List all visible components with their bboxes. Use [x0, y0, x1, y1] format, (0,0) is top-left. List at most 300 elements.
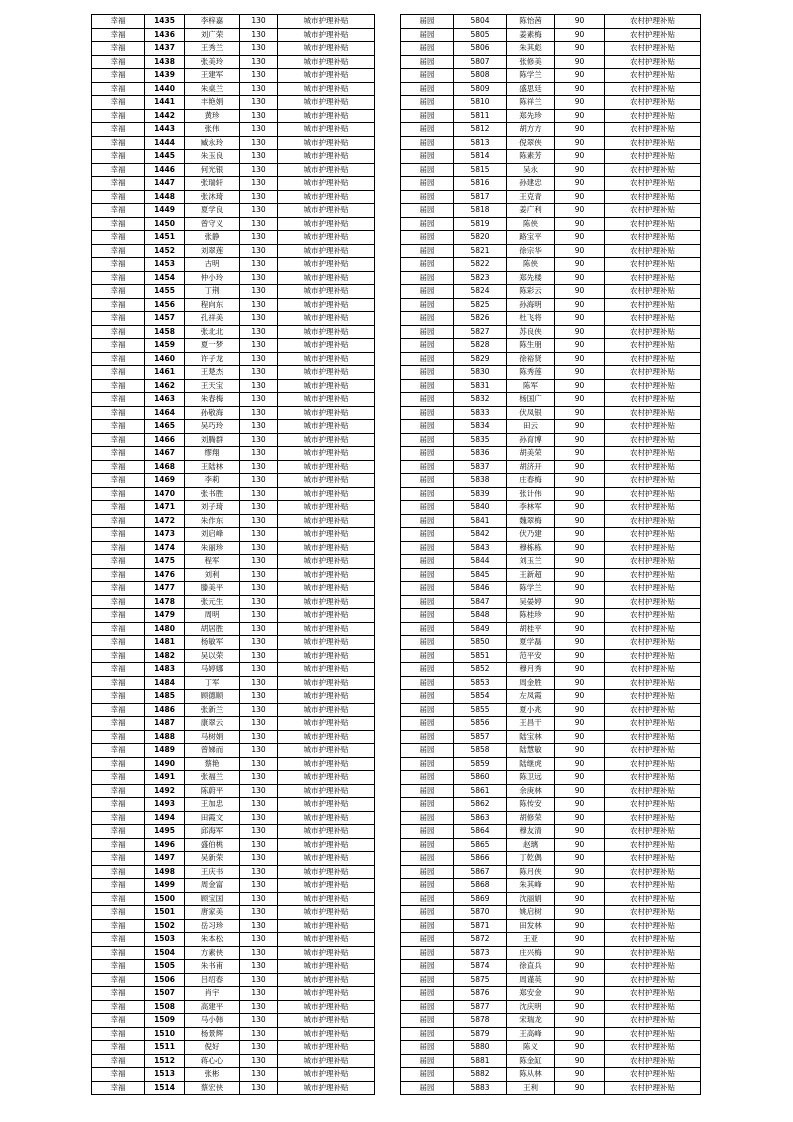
- community-cell: 届园: [401, 420, 454, 434]
- subsidy-type-cell: 农村护理补贴: [605, 352, 701, 366]
- amount-cell: 130: [240, 55, 278, 69]
- name-cell: 刘子琦: [185, 501, 240, 515]
- community-cell: 幸福: [92, 865, 145, 879]
- community-cell: 幸福: [92, 271, 145, 285]
- subsidy-type-cell: 农村护理补贴: [605, 811, 701, 825]
- serial-number-cell: 5840: [454, 501, 507, 515]
- community-cell: 幸福: [92, 703, 145, 717]
- name-cell: 程向东: [185, 298, 240, 312]
- subsidy-type-cell: 农村护理补贴: [605, 15, 701, 29]
- name-cell: 缪翔: [185, 447, 240, 461]
- table-row: [401, 879, 701, 893]
- community-cell: 届园: [401, 960, 454, 974]
- serial-number-cell: 5822: [454, 258, 507, 272]
- table-row: [92, 541, 375, 555]
- name-cell: 张福兰: [185, 771, 240, 785]
- table-row: [92, 933, 375, 947]
- table-row: [92, 406, 375, 420]
- amount-cell: 130: [240, 163, 278, 177]
- serial-number-cell: 1466: [145, 433, 185, 447]
- amount-cell: 90: [555, 42, 605, 56]
- community-cell: 幸福: [92, 879, 145, 893]
- serial-number-cell: 1447: [145, 177, 185, 191]
- serial-number-cell: 5849: [454, 622, 507, 636]
- table-row: [92, 433, 375, 447]
- amount-cell: 130: [240, 717, 278, 731]
- serial-number-cell: 1514: [145, 1081, 185, 1095]
- community-cell: 幸福: [92, 933, 145, 947]
- table-row: [92, 622, 375, 636]
- subsidy-type-cell: 城市护理补贴: [278, 771, 375, 785]
- community-cell: 届园: [401, 298, 454, 312]
- community-cell: 届园: [401, 784, 454, 798]
- serial-number-cell: 5847: [454, 595, 507, 609]
- table-row: [92, 798, 375, 812]
- community-cell: 届园: [401, 69, 454, 83]
- serial-number-cell: 5861: [454, 784, 507, 798]
- serial-number-cell: 5830: [454, 366, 507, 380]
- amount-cell: 90: [555, 55, 605, 69]
- serial-number-cell: 5870: [454, 906, 507, 920]
- amount-cell: 130: [240, 1068, 278, 1082]
- table-row: [401, 987, 701, 1001]
- community-cell: 幸福: [92, 15, 145, 29]
- table-row: [92, 703, 375, 717]
- table-row: [92, 568, 375, 582]
- community-cell: 届园: [401, 933, 454, 947]
- serial-number-cell: 1448: [145, 190, 185, 204]
- table-row: [92, 514, 375, 528]
- serial-number-cell: 1492: [145, 784, 185, 798]
- name-cell: 王昌干: [507, 717, 555, 731]
- community-cell: 届园: [401, 1014, 454, 1028]
- table-row: [401, 676, 701, 690]
- name-cell: 朱玉良: [185, 150, 240, 164]
- subsidy-type-cell: 城市护理补贴: [278, 501, 375, 515]
- serial-number-cell: 1506: [145, 973, 185, 987]
- serial-number-cell: 5806: [454, 42, 507, 56]
- community-cell: 幸福: [92, 69, 145, 83]
- amount-cell: 130: [240, 555, 278, 569]
- subsidy-type-cell: 城市护理补贴: [278, 879, 375, 893]
- serial-number-cell: 5866: [454, 852, 507, 866]
- table-row: [401, 1000, 701, 1014]
- subsidy-type-cell: 城市护理补贴: [278, 285, 375, 299]
- serial-number-cell: 1452: [145, 244, 185, 258]
- table-row: [92, 420, 375, 434]
- community-cell: 届园: [401, 595, 454, 609]
- subsidy-type-cell: 城市护理补贴: [278, 474, 375, 488]
- serial-number-cell: 5880: [454, 1041, 507, 1055]
- name-cell: 陈彩云: [507, 285, 555, 299]
- subsidy-type-cell: 农村护理补贴: [605, 1027, 701, 1041]
- amount-cell: 90: [555, 150, 605, 164]
- name-cell: 臧永玲: [185, 136, 240, 150]
- serial-number-cell: 1507: [145, 987, 185, 1001]
- subsidy-type-cell: 农村护理补贴: [605, 771, 701, 785]
- name-cell: 刘腾群: [185, 433, 240, 447]
- serial-number-cell: 1490: [145, 757, 185, 771]
- amount-cell: 130: [240, 339, 278, 353]
- community-cell: 届园: [401, 15, 454, 29]
- community-cell: 幸福: [92, 514, 145, 528]
- community-cell: 幸福: [92, 393, 145, 407]
- amount-cell: 130: [240, 987, 278, 1001]
- amount-cell: 90: [555, 784, 605, 798]
- community-cell: 幸福: [92, 325, 145, 339]
- amount-cell: 130: [240, 379, 278, 393]
- subsidy-type-cell: 城市护理补贴: [278, 123, 375, 137]
- name-cell: 李林军: [507, 501, 555, 515]
- name-cell: 范平安: [507, 649, 555, 663]
- community-cell: 届园: [401, 460, 454, 474]
- table-row: [401, 42, 701, 56]
- table-row: [401, 136, 701, 150]
- name-cell: 蔡宏侠: [185, 1081, 240, 1095]
- serial-number-cell: 5835: [454, 433, 507, 447]
- serial-number-cell: 5868: [454, 879, 507, 893]
- community-cell: 幸福: [92, 1014, 145, 1028]
- amount-cell: 90: [555, 568, 605, 582]
- amount-cell: 130: [240, 258, 278, 272]
- community-cell: 届园: [401, 919, 454, 933]
- name-cell: 陈学兰: [507, 69, 555, 83]
- subsidy-type-cell: 农村护理补贴: [605, 973, 701, 987]
- name-cell: 吴晏婷: [507, 595, 555, 609]
- amount-cell: 130: [240, 730, 278, 744]
- subsidy-type-cell: 农村护理补贴: [605, 28, 701, 42]
- serial-number-cell: 1454: [145, 271, 185, 285]
- community-cell: 幸福: [92, 447, 145, 461]
- table-row: [92, 663, 375, 677]
- table-row: [401, 541, 701, 555]
- community-cell: 幸福: [92, 352, 145, 366]
- name-cell: 陈月侠: [507, 865, 555, 879]
- name-cell: 孙育博: [507, 433, 555, 447]
- name-cell: 张修美: [507, 55, 555, 69]
- subsidy-type-cell: 农村护理补贴: [605, 744, 701, 758]
- name-cell: 王秀兰: [185, 42, 240, 56]
- amount-cell: 90: [555, 244, 605, 258]
- serial-number-cell: 1443: [145, 123, 185, 137]
- table-row: [92, 217, 375, 231]
- table-row: [92, 474, 375, 488]
- community-cell: 幸福: [92, 136, 145, 150]
- amount-cell: 130: [240, 231, 278, 245]
- amount-cell: 130: [240, 1041, 278, 1055]
- community-cell: 幸福: [92, 487, 145, 501]
- table-row: [92, 906, 375, 920]
- serial-number-cell: 5842: [454, 528, 507, 542]
- table-row: [401, 919, 701, 933]
- community-cell: 幸福: [92, 28, 145, 42]
- serial-number-cell: 5812: [454, 123, 507, 137]
- subsidy-type-cell: 农村护理补贴: [605, 366, 701, 380]
- amount-cell: 130: [240, 150, 278, 164]
- community-cell: 届园: [401, 825, 454, 839]
- community-cell: 届园: [401, 325, 454, 339]
- name-cell: 胡桂平: [507, 622, 555, 636]
- subsidy-type-cell: 农村护理补贴: [605, 420, 701, 434]
- serial-number-cell: 1461: [145, 366, 185, 380]
- community-cell: 届园: [401, 433, 454, 447]
- serial-number-cell: 1467: [145, 447, 185, 461]
- name-cell: 康翠云: [185, 717, 240, 731]
- serial-number-cell: 1472: [145, 514, 185, 528]
- community-cell: 幸福: [92, 744, 145, 758]
- amount-cell: 90: [555, 879, 605, 893]
- subsidy-type-cell: 城市护理补贴: [278, 136, 375, 150]
- community-cell: 幸福: [92, 244, 145, 258]
- table-row: [401, 852, 701, 866]
- serial-number-cell: 5825: [454, 298, 507, 312]
- amount-cell: 90: [555, 1068, 605, 1082]
- serial-number-cell: 1479: [145, 609, 185, 623]
- name-cell: 张北北: [185, 325, 240, 339]
- name-cell: 刘启峰: [185, 528, 240, 542]
- name-cell: 陈桂珍: [507, 609, 555, 623]
- subsidy-type-cell: 农村护理补贴: [605, 487, 701, 501]
- community-cell: 届园: [401, 568, 454, 582]
- table-row: [401, 514, 701, 528]
- amount-cell: 90: [555, 366, 605, 380]
- subsidy-type-cell: 农村护理补贴: [605, 582, 701, 596]
- community-cell: 幸福: [92, 609, 145, 623]
- name-cell: 高建平: [185, 1000, 240, 1014]
- serial-number-cell: 1498: [145, 865, 185, 879]
- serial-number-cell: 5819: [454, 217, 507, 231]
- name-cell: 穆月秀: [507, 663, 555, 677]
- serial-number-cell: 5826: [454, 312, 507, 326]
- amount-cell: 130: [240, 892, 278, 906]
- name-cell: 陈秀莲: [507, 366, 555, 380]
- amount-cell: 130: [240, 366, 278, 380]
- serial-number-cell: 1485: [145, 690, 185, 704]
- name-cell: 周金富: [185, 879, 240, 893]
- name-cell: 郑安金: [507, 987, 555, 1001]
- serial-number-cell: 5874: [454, 960, 507, 974]
- name-cell: 王亚: [507, 933, 555, 947]
- community-cell: 届园: [401, 852, 454, 866]
- table-row: [401, 298, 701, 312]
- table-row: [92, 649, 375, 663]
- community-cell: 届园: [401, 258, 454, 272]
- amount-cell: 90: [555, 771, 605, 785]
- name-cell: 顾德顺: [185, 690, 240, 704]
- table-row: [401, 757, 701, 771]
- community-cell: 届园: [401, 231, 454, 245]
- serial-number-cell: 1439: [145, 69, 185, 83]
- community-cell: 幸福: [92, 1027, 145, 1041]
- table-row: [401, 1081, 701, 1095]
- table-row: [401, 285, 701, 299]
- amount-cell: 90: [555, 393, 605, 407]
- name-cell: 陈学兰: [507, 582, 555, 596]
- serial-number-cell: 5864: [454, 825, 507, 839]
- community-cell: 届园: [401, 501, 454, 515]
- subsidy-type-cell: 城市护理补贴: [278, 325, 375, 339]
- subsidy-type-cell: 城市护理补贴: [278, 271, 375, 285]
- subsidy-type-cell: 城市护理补贴: [278, 906, 375, 920]
- community-cell: 届园: [401, 838, 454, 852]
- amount-cell: 90: [555, 312, 605, 326]
- table-row: [92, 1068, 375, 1082]
- amount-cell: 90: [555, 460, 605, 474]
- table-row: [92, 177, 375, 191]
- name-cell: 周明: [185, 609, 240, 623]
- name-cell: 陈金缸: [507, 1054, 555, 1068]
- community-cell: 届园: [401, 55, 454, 69]
- community-cell: 届园: [401, 541, 454, 555]
- serial-number-cell: 5808: [454, 69, 507, 83]
- serial-number-cell: 1511: [145, 1041, 185, 1055]
- subsidy-type-cell: 农村护理补贴: [605, 136, 701, 150]
- serial-number-cell: 1504: [145, 946, 185, 960]
- subsidy-type-cell: 城市护理补贴: [278, 852, 375, 866]
- name-cell: 王新超: [507, 568, 555, 582]
- subsidy-type-cell: 城市护理补贴: [278, 528, 375, 542]
- serial-number-cell: 5858: [454, 744, 507, 758]
- subsidy-type-cell: 城市护理补贴: [278, 811, 375, 825]
- table-row: [401, 1027, 701, 1041]
- amount-cell: 130: [240, 393, 278, 407]
- serial-number-cell: 5862: [454, 798, 507, 812]
- serial-number-cell: 1505: [145, 960, 185, 974]
- subsidy-type-cell: 农村护理补贴: [605, 42, 701, 56]
- serial-number-cell: 5838: [454, 474, 507, 488]
- amount-cell: 90: [555, 177, 605, 191]
- table-row: [401, 258, 701, 272]
- serial-number-cell: 5813: [454, 136, 507, 150]
- amount-cell: 90: [555, 109, 605, 123]
- table-row: [92, 987, 375, 1001]
- serial-number-cell: 5853: [454, 676, 507, 690]
- name-cell: 魏翠梅: [507, 514, 555, 528]
- subsidy-type-cell: 农村护理补贴: [605, 312, 701, 326]
- table-row: [401, 393, 701, 407]
- serial-number-cell: 5832: [454, 393, 507, 407]
- community-cell: 届园: [401, 82, 454, 96]
- amount-cell: 90: [555, 1014, 605, 1028]
- serial-number-cell: 1478: [145, 595, 185, 609]
- table-row: [401, 595, 701, 609]
- subsidy-type-cell: 农村护理补贴: [605, 1041, 701, 1055]
- amount-cell: 90: [555, 474, 605, 488]
- community-cell: 幸福: [92, 838, 145, 852]
- subsidy-type-cell: 城市护理补贴: [278, 973, 375, 987]
- community-cell: 届园: [401, 109, 454, 123]
- amount-cell: 130: [240, 744, 278, 758]
- table-row: [92, 757, 375, 771]
- name-cell: 陈侠: [507, 217, 555, 231]
- table-row: [92, 42, 375, 56]
- name-cell: 马树娟: [185, 730, 240, 744]
- subsidy-type-cell: 城市护理补贴: [278, 96, 375, 110]
- table-row: [401, 244, 701, 258]
- name-cell: 朱本松: [185, 933, 240, 947]
- name-cell: 伏乃建: [507, 528, 555, 542]
- subsidy-type-cell: 农村护理补贴: [605, 663, 701, 677]
- amount-cell: 130: [240, 811, 278, 825]
- amount-cell: 90: [555, 433, 605, 447]
- amount-cell: 90: [555, 933, 605, 947]
- amount-cell: 90: [555, 231, 605, 245]
- name-cell: 王加忠: [185, 798, 240, 812]
- subsidy-type-cell: 城市护理补贴: [278, 15, 375, 29]
- table-row: [92, 609, 375, 623]
- community-cell: 届园: [401, 717, 454, 731]
- amount-cell: 130: [240, 82, 278, 96]
- community-cell: 届园: [401, 379, 454, 393]
- amount-cell: 90: [555, 744, 605, 758]
- serial-number-cell: 1477: [145, 582, 185, 596]
- table-row: [401, 649, 701, 663]
- serial-number-cell: 1449: [145, 204, 185, 218]
- amount-cell: 130: [240, 595, 278, 609]
- serial-number-cell: 5877: [454, 1000, 507, 1014]
- amount-cell: 130: [240, 501, 278, 515]
- table-row: [92, 379, 375, 393]
- subsidy-type-cell: 城市护理补贴: [278, 406, 375, 420]
- table-row: [92, 825, 375, 839]
- name-cell: 何光银: [185, 163, 240, 177]
- table-row: [92, 717, 375, 731]
- name-cell: 陈军: [507, 379, 555, 393]
- serial-number-cell: 5882: [454, 1068, 507, 1082]
- table-row: [92, 811, 375, 825]
- community-cell: 届园: [401, 514, 454, 528]
- subsidy-type-cell: 农村护理补贴: [605, 852, 701, 866]
- serial-number-cell: 1437: [145, 42, 185, 56]
- serial-number-cell: 1458: [145, 325, 185, 339]
- amount-cell: 130: [240, 757, 278, 771]
- subsidy-type-cell: 城市护理补贴: [278, 460, 375, 474]
- subsidy-type-cell: 农村护理补贴: [605, 379, 701, 393]
- name-cell: 盛思廷: [507, 82, 555, 96]
- community-cell: 幸福: [92, 1054, 145, 1068]
- community-cell: 届园: [401, 28, 454, 42]
- name-cell: 李梓嘉: [185, 15, 240, 29]
- community-cell: 幸福: [92, 501, 145, 515]
- community-cell: 届园: [401, 582, 454, 596]
- name-cell: 杜飞将: [507, 312, 555, 326]
- table-row: [401, 717, 701, 731]
- name-cell: 左凤霞: [507, 690, 555, 704]
- subsidy-type-cell: 城市护理补贴: [278, 1041, 375, 1055]
- community-cell: 幸福: [92, 1041, 145, 1055]
- subsidy-type-cell: 城市护理补贴: [278, 150, 375, 164]
- name-cell: 丁乾偶: [507, 852, 555, 866]
- table-row: [92, 447, 375, 461]
- amount-cell: 130: [240, 784, 278, 798]
- community-cell: 幸福: [92, 663, 145, 677]
- name-cell: 夏学磊: [507, 636, 555, 650]
- serial-number-cell: 1476: [145, 568, 185, 582]
- serial-number-cell: 1512: [145, 1054, 185, 1068]
- serial-number-cell: 1453: [145, 258, 185, 272]
- name-cell: 王楚杰: [185, 366, 240, 380]
- amount-cell: 90: [555, 811, 605, 825]
- serial-number-cell: 1465: [145, 420, 185, 434]
- name-cell: 王天宝: [185, 379, 240, 393]
- subsidy-type-cell: 农村护理补贴: [605, 514, 701, 528]
- subsidy-type-cell: 城市护理补贴: [278, 825, 375, 839]
- serial-number-cell: 1509: [145, 1014, 185, 1028]
- name-cell: 朱其彪: [507, 42, 555, 56]
- community-cell: 幸福: [92, 460, 145, 474]
- community-cell: 届园: [401, 636, 454, 650]
- table-row: [92, 82, 375, 96]
